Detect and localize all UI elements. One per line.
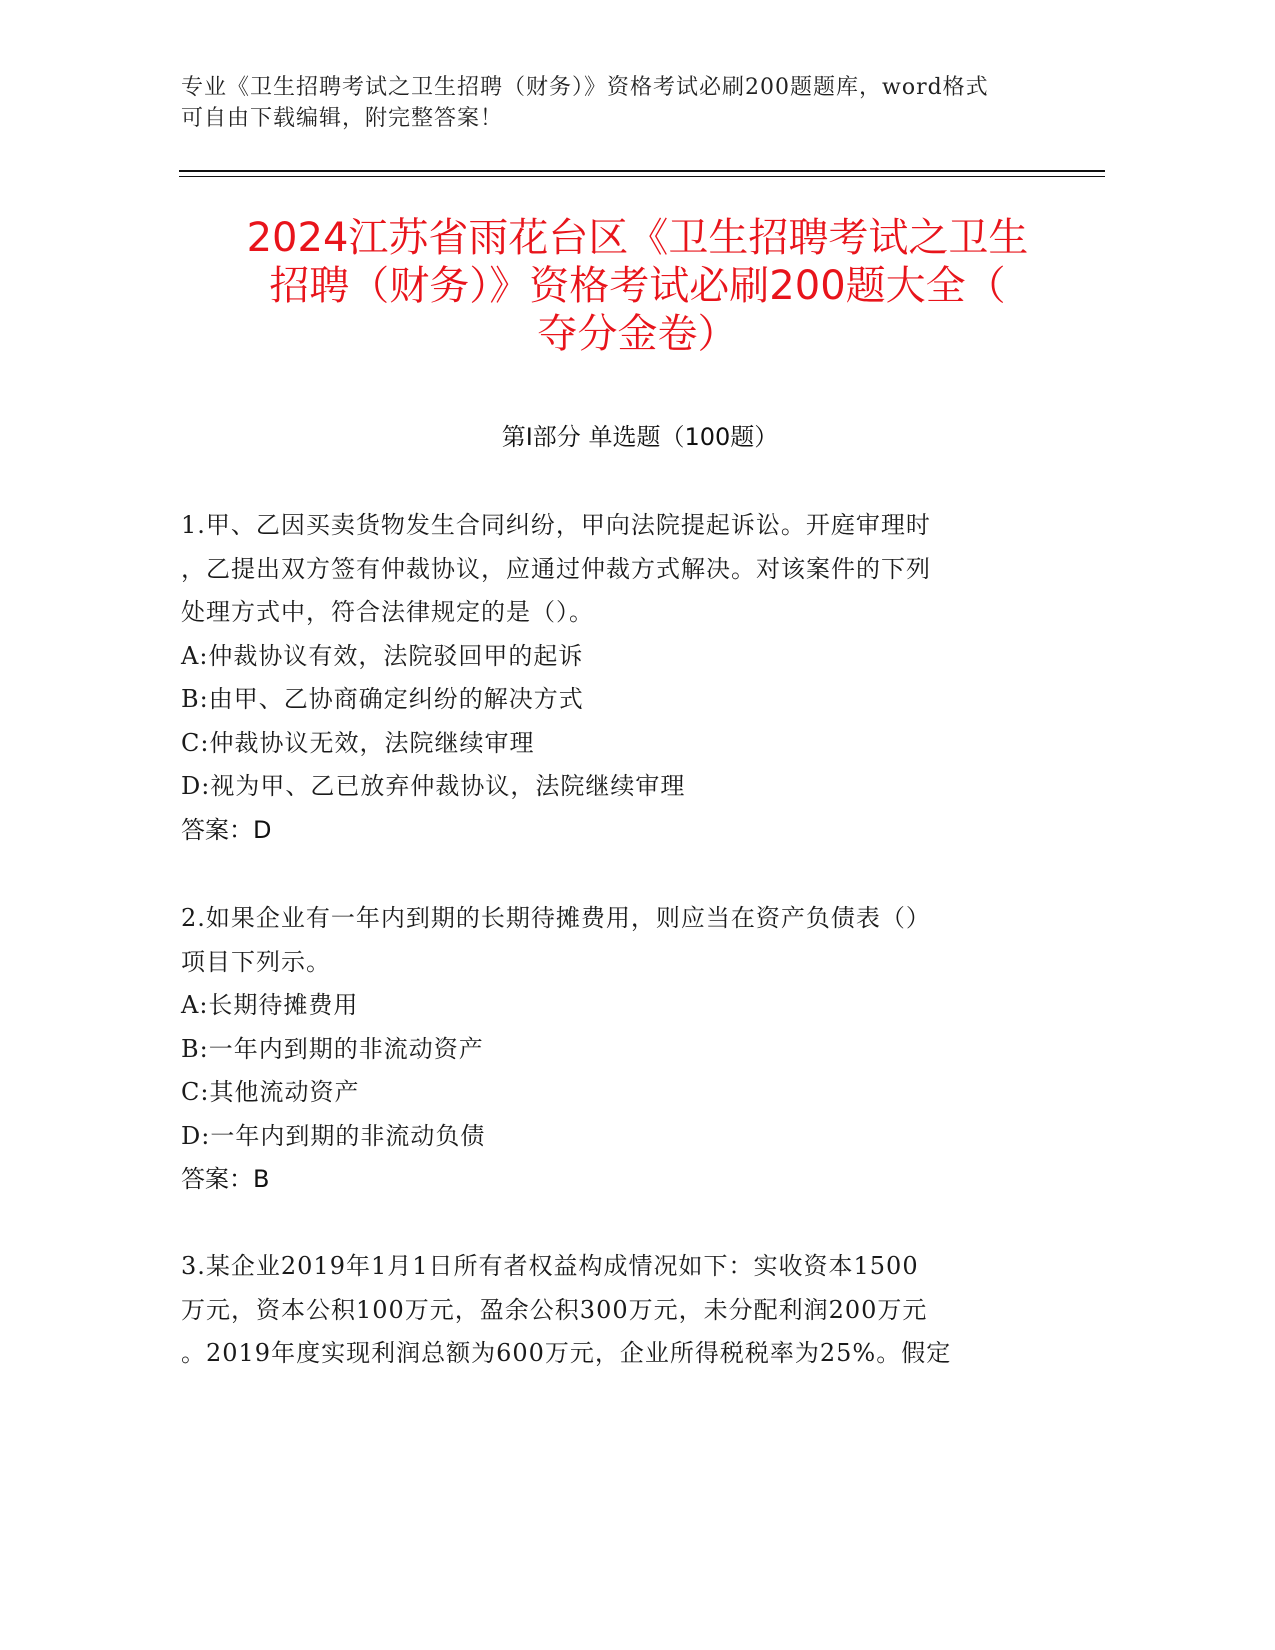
answer: 答案：D bbox=[181, 815, 272, 844]
question-1 bbox=[181, 504, 1061, 852]
option-c: C:仲裁协议无效，法院继续审理 bbox=[181, 728, 535, 757]
document-title bbox=[150, 214, 1125, 358]
question-stem-line: 1.甲、乙因买卖货物发生合同纠纷，甲向法院提起诉讼。开庭审理时 bbox=[181, 511, 931, 539]
title-line: 夺分金卷） bbox=[537, 311, 738, 357]
option-c: C:其他流动资产 bbox=[181, 1078, 360, 1106]
option-b: B:由甲、乙协商确定纠纷的解决方式 bbox=[181, 685, 584, 713]
question-stem-line: 。2019年度实现利润总额为600万元，企业所得税税率为25%。假定 bbox=[181, 1339, 952, 1367]
question-stem-line: 处理方式中，符合法律规定的是（）。 bbox=[181, 598, 594, 626]
question-3 bbox=[181, 1245, 1061, 1376]
header-divider-thick bbox=[179, 170, 1105, 172]
section-heading: 第Ⅰ部分 单选题（100题） bbox=[501, 423, 779, 451]
header-divider-thin bbox=[179, 176, 1105, 177]
option-a: A:仲裁协议有效，法院驳回甲的起诉 bbox=[181, 641, 584, 670]
question-stem-line: 项目下列示。 bbox=[181, 947, 331, 976]
title-line: 2024江苏省雨花台区《卫生招聘考试之卫生 bbox=[246, 215, 1029, 261]
question-stem-line: 3.某企业2019年1月1日所有者权益构成情况如下：实收资本1500 bbox=[181, 1252, 919, 1280]
header-note-line: 可自由下载编辑，附完整答案！ bbox=[181, 106, 504, 131]
header-note-line: 专业《卫生招聘考试之卫生招聘（财务）》资格考试必刷200题题库，word格式 bbox=[181, 75, 989, 100]
question-2 bbox=[181, 897, 1061, 1202]
title-line: 招聘（财务）》资格考试必刷200题大全（ bbox=[269, 263, 1006, 309]
option-d: D:视为甲、乙已放弃仲裁协议，法院继续审理 bbox=[181, 772, 686, 800]
option-b: B:一年内到期的非流动资产 bbox=[181, 1034, 484, 1063]
option-d: D:一年内到期的非流动负债 bbox=[181, 1121, 486, 1150]
question-stem-line: 2.如果企业有一年内到期的长期待摊费用，则应当在资产负债表（） bbox=[181, 904, 931, 932]
question-stem-line: ，乙提出双方签有仲裁协议，应通过仲裁方式解决。对该案件的下列 bbox=[181, 554, 931, 583]
answer: 答案：B bbox=[181, 1165, 270, 1193]
header-note bbox=[181, 72, 1061, 134]
option-a: A:长期待摊费用 bbox=[181, 991, 359, 1019]
question-stem-line: 万元，资本公积100万元，盈余公积300万元，未分配利润200万元 bbox=[181, 1295, 928, 1324]
